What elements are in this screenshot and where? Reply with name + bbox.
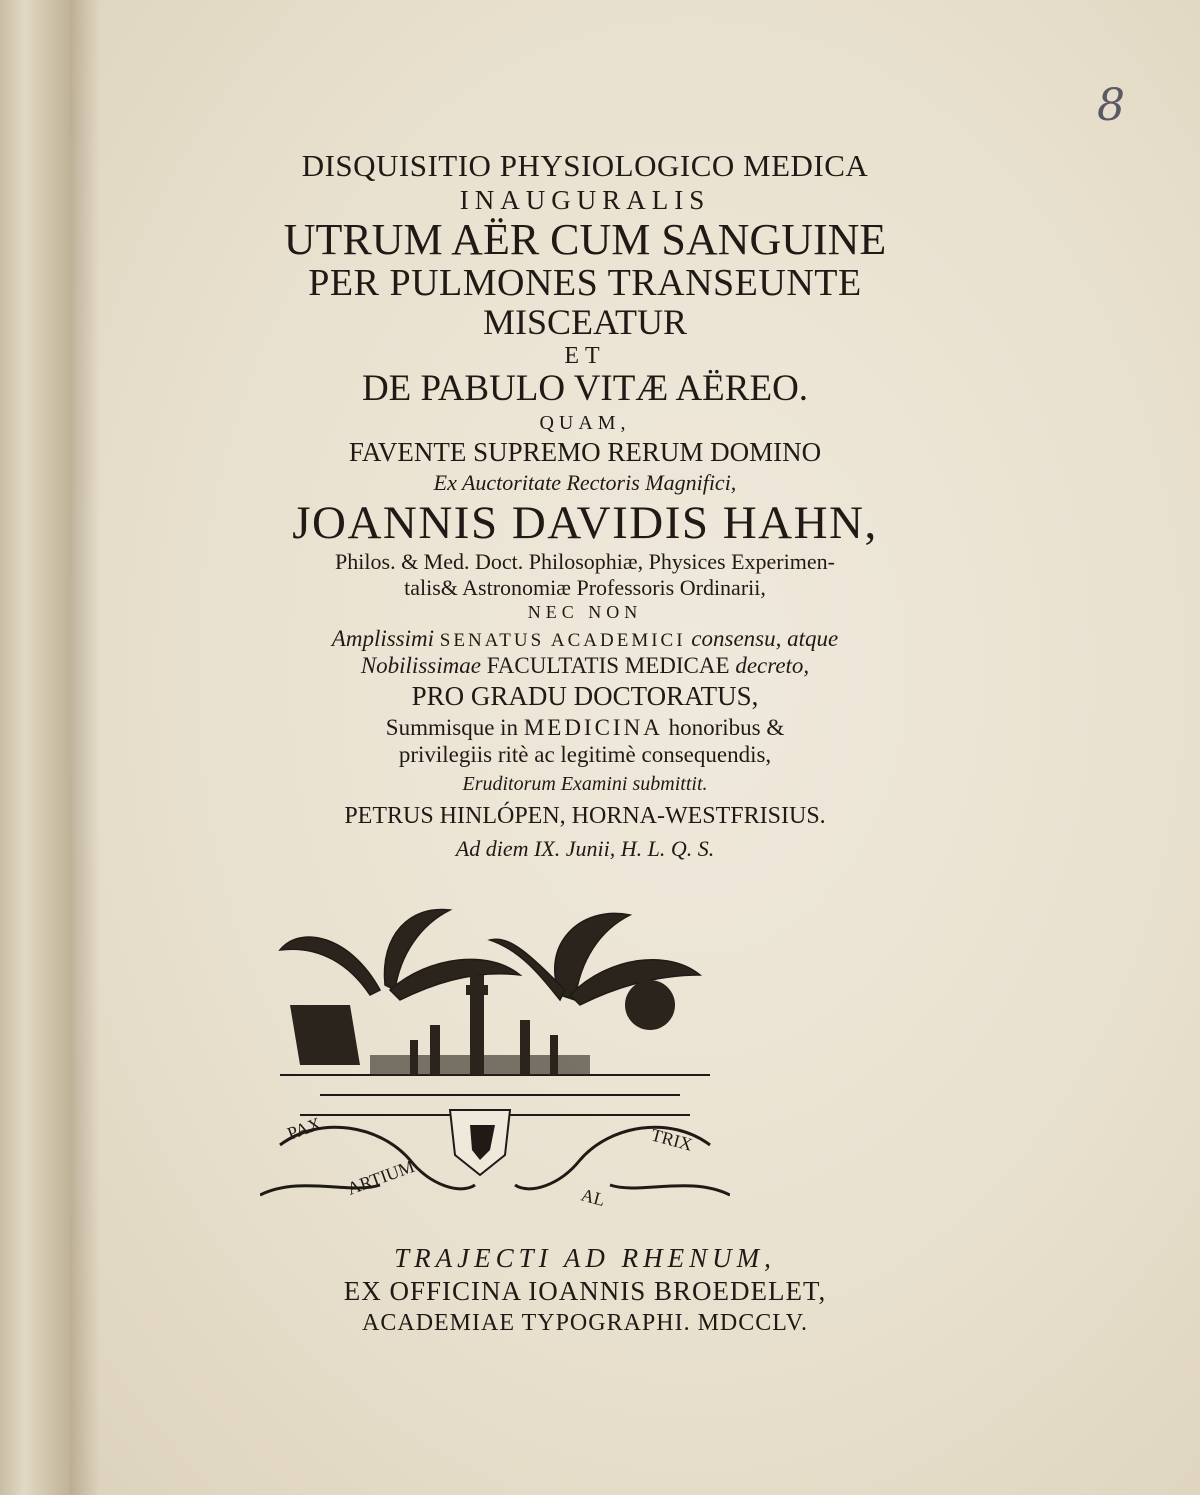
- title-line-inauguralis: INAUGURALIS: [459, 185, 711, 215]
- nec-non: NEC NON: [527, 602, 643, 622]
- author-line: PETRUS HINLÓPEN, HORNA-WESTFRISIUS.: [344, 803, 826, 829]
- imprint-year: ACADEMIAE TYPOGRAPHI. MDCCLV.: [362, 1310, 808, 1336]
- senatus-line: [70, 627, 1100, 650]
- summisque-in: Summisque in: [385, 715, 519, 740]
- title-page: [70, 0, 1200, 1495]
- printer-device-vignette: [260, 895, 730, 1225]
- summisque-line: [70, 716, 1100, 739]
- ribbon-text-al: AL: [578, 1184, 608, 1211]
- title-line-utrum: UTRUM AËR CUM SANGUINE: [283, 215, 887, 264]
- previous-page-edge: [0, 0, 72, 1495]
- title-block: [70, 150, 1100, 860]
- pro-gradu-doctoratus: PRO GRADU DOCTORATUS,: [411, 681, 759, 711]
- title-line-quam: QUAM,: [539, 412, 631, 434]
- title-line-pabulo: DE PABULO VITÆ AËREO.: [361, 368, 809, 409]
- rector-title-line2: talis& Astronomiæ Professoris Ordinarii,: [404, 575, 766, 600]
- amplissimi-word: Amplissimi: [331, 626, 435, 651]
- honoribus: honoribus &: [668, 715, 785, 740]
- medicina-word: MEDICINA: [523, 715, 663, 740]
- folio-number: 8: [1097, 80, 1125, 131]
- ribbon-text-trix: TRIX: [648, 1124, 695, 1155]
- date-line: Ad diem IX. Junii, H. L. Q. S.: [455, 836, 715, 861]
- eruditorum-line: Eruditorum Examini submittit.: [462, 773, 708, 795]
- facultatis-medicae: FACULTATIS MEDICAE: [486, 653, 730, 678]
- decreto-word: decreto,: [735, 653, 810, 678]
- imprint-place: TRAJECTI AD RHENUM,: [394, 1243, 776, 1273]
- nobilissimae-word: Nobilissimae: [360, 653, 481, 678]
- title-line-misceatur: MISCEATUR: [482, 302, 688, 342]
- title-line-et: ET: [564, 343, 606, 369]
- facultatis-line: [70, 654, 1100, 677]
- privilegiis-line: privilegiis ritè ac legitimè consequendis,: [398, 742, 772, 767]
- senatus-academici: SENATUS ACADEMICI: [439, 630, 686, 651]
- imprint-printer: EX OFFICINA IOANNIS BROEDELET,: [343, 1276, 827, 1306]
- consensu-atque: consensu, atque: [691, 626, 839, 651]
- ribbon-text-pax: PAX: [284, 1113, 324, 1144]
- title-line-ex-auctoritate: Ex Auctoritate Rectoris Magnifici,: [433, 470, 737, 495]
- title-line-per-pulmones: PER PULMONES TRANSEUNTE: [308, 262, 862, 304]
- title-line-disquisitio: DISQUISITIO PHYSIOLOGICO MEDICA: [301, 148, 869, 183]
- title-line-favente: FAVENTE SUPREMO RERUM DOMINO: [348, 437, 822, 467]
- rector-title-line1: Philos. & Med. Doct. Philosophiæ, Physices Experimen-: [335, 549, 835, 574]
- imprint-block: [70, 1245, 1100, 1335]
- ribbon-text-artium: ARTIUM: [344, 1156, 418, 1199]
- rector-name: JOANNIS DAVIDIS HAHN,: [292, 497, 878, 549]
